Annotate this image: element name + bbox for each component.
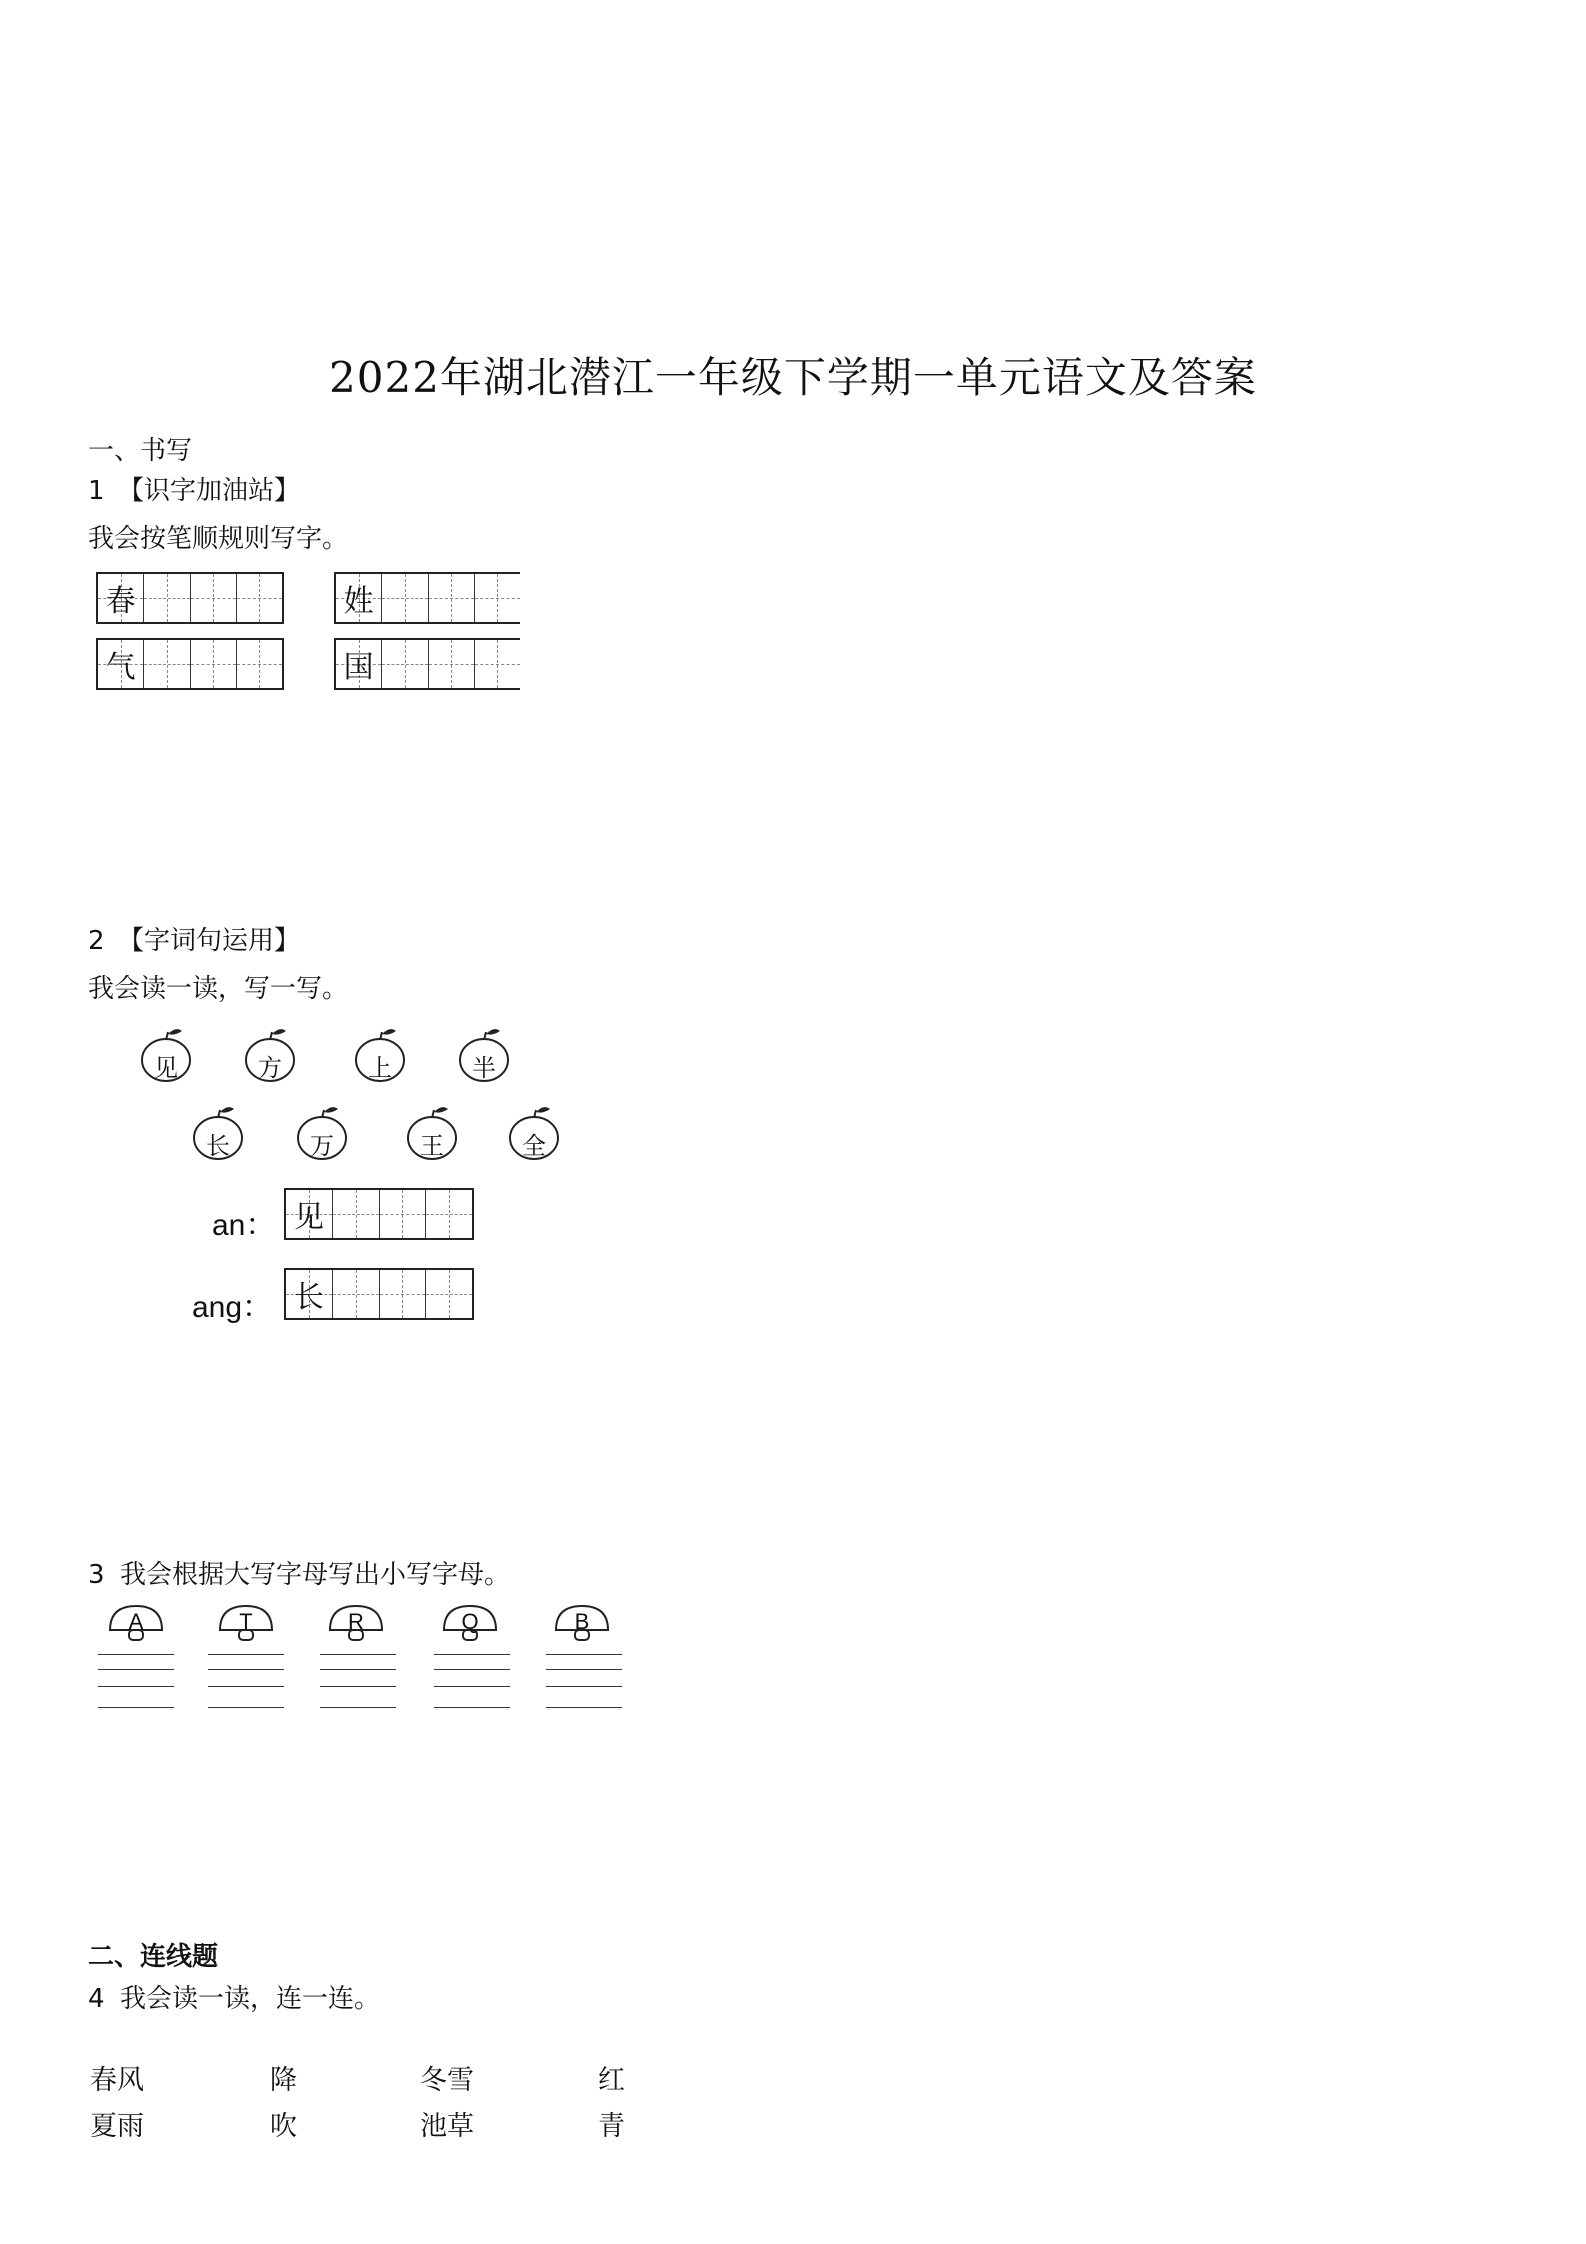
match-word[interactable]: 冬雪 <box>420 2065 474 2096</box>
q4-number: 4 <box>88 1984 105 2014</box>
grid-char: 国 <box>343 650 374 685</box>
apple-char: 王 <box>406 1104 458 1164</box>
letter-writing-lines[interactable] <box>98 1654 174 1708</box>
mushroom-letter: A <box>106 1604 166 1654</box>
match-word[interactable]: 池草 <box>420 2111 474 2142</box>
pinyin-label-an: an： <box>212 1209 276 1242</box>
letter-writing-lines[interactable] <box>208 1654 284 1708</box>
apple-char: 长 <box>192 1104 244 1164</box>
writing-grid-guo[interactable] <box>334 638 520 690</box>
pinyin-label-ang: ang： <box>192 1291 273 1324</box>
q1-label: 【识字加油站】 <box>118 476 301 506</box>
q2-label: 【字词句运用】 <box>118 926 301 956</box>
page-title: 2022年湖北潜江一年级下学期一单元语文及答案 <box>329 353 1257 402</box>
writing-grid-xing[interactable] <box>334 572 520 624</box>
writing-grid-chun[interactable] <box>96 572 284 624</box>
section1-heading: 一、书写 <box>88 436 193 466</box>
apple-char: 方 <box>244 1026 296 1086</box>
mushroom-letter: B <box>552 1604 612 1654</box>
grid-char: 长 <box>293 1280 324 1315</box>
match-word[interactable]: 吹 <box>270 2111 297 2142</box>
q1-instruction: 我会按笔顺规则写字。 <box>88 524 349 554</box>
q1-number: 1 <box>88 476 105 506</box>
match-word[interactable]: 降 <box>270 2065 297 2096</box>
letter-writing-lines[interactable] <box>434 1654 510 1708</box>
apple-char: 上 <box>354 1026 406 1086</box>
q2-instruction: 我会读一读，写一写。 <box>88 974 349 1004</box>
grid-char: 春 <box>105 584 136 619</box>
letter-writing-lines[interactable] <box>320 1654 396 1708</box>
match-word[interactable]: 红 <box>598 2065 625 2096</box>
match-word[interactable]: 夏雨 <box>90 2111 144 2142</box>
grid-char: 姓 <box>343 584 374 619</box>
match-word[interactable]: 春风 <box>90 2065 144 2096</box>
writing-grid-qi[interactable] <box>96 638 284 690</box>
match-word[interactable]: 青 <box>598 2111 625 2142</box>
grid-char: 气 <box>105 650 136 685</box>
apple-char: 半 <box>458 1026 510 1086</box>
mushroom-letter: Q <box>440 1604 500 1654</box>
q4-instruction: 我会读一读，连一连。 <box>120 1984 381 2014</box>
letter-writing-lines[interactable] <box>546 1654 622 1708</box>
apple-char: 全 <box>508 1104 560 1164</box>
apple-char: 见 <box>140 1026 192 1086</box>
section2-heading: 二、连线题 <box>88 1942 219 1972</box>
writing-grid-an[interactable] <box>284 1188 474 1240</box>
apple-char: 万 <box>296 1104 348 1164</box>
mushroom-letter: R <box>326 1604 386 1654</box>
mushroom-letter: T <box>216 1604 276 1654</box>
q3-instruction: 我会根据大写字母写出小写字母。 <box>120 1560 511 1590</box>
q2-number: 2 <box>88 926 105 956</box>
grid-char: 见 <box>293 1200 324 1235</box>
q3-number: 3 <box>88 1560 105 1590</box>
writing-grid-ang[interactable] <box>284 1268 474 1320</box>
